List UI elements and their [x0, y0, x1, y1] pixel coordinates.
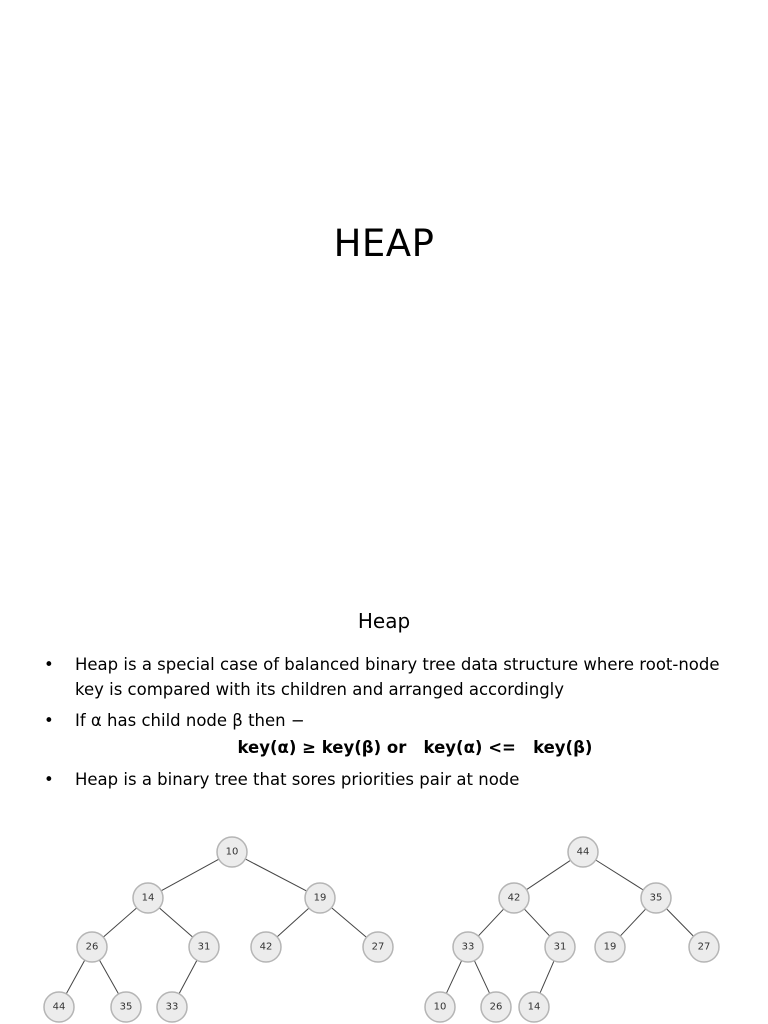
tree-node [595, 932, 625, 962]
bullet-text: Heap is a binary tree that sores priorities pair at node [75, 770, 520, 789]
tree-edge [103, 908, 136, 937]
tree-edge [277, 908, 309, 937]
tree-edge [245, 859, 306, 891]
tree-edge [179, 960, 197, 994]
tree-node-key: 14 [527, 1001, 541, 1013]
tree-node-key: 10 [225, 846, 239, 858]
tree-node [189, 932, 219, 962]
tree-edge [478, 909, 503, 936]
tree-node [425, 992, 455, 1022]
tree-node [157, 992, 187, 1022]
tree-node [568, 837, 598, 867]
tree-node-key: 27 [371, 941, 385, 953]
tree-edge [474, 961, 489, 994]
tree-node [545, 932, 575, 962]
tree-node-key: 19 [603, 941, 617, 953]
tree-node [77, 932, 107, 962]
tree-node-key: 44 [52, 1001, 66, 1013]
tree-node-key: 35 [119, 1001, 133, 1013]
tree-node [305, 883, 335, 913]
tree-node-key: 14 [141, 892, 155, 904]
tree-node-key: 27 [697, 941, 711, 953]
heap-property-formula: key(α) ≥ key(β) or key(α) <= key(β) [237, 738, 593, 757]
tree-node [453, 932, 483, 962]
tree-edge [524, 909, 549, 936]
bullet-marker: • [44, 770, 54, 789]
tree-node [217, 837, 247, 867]
tree-node [363, 932, 393, 962]
tree-node-key: 19 [313, 892, 327, 904]
bullet-item [44, 708, 724, 733]
tree-edge [666, 909, 693, 937]
tree-edge [526, 860, 570, 889]
tree-node-key: 42 [507, 892, 521, 904]
max-heap-tree [425, 837, 719, 1022]
tree-edge [446, 961, 461, 994]
tree-node [111, 992, 141, 1022]
tree-node-key: 31 [553, 941, 567, 953]
tree-node-key: 10 [433, 1001, 447, 1013]
tree-node-key: 31 [197, 941, 211, 953]
tree-edge [159, 908, 192, 937]
tree-node [519, 992, 549, 1022]
bullet-marker: • [44, 711, 54, 730]
bullet-text: If α has child node β then − [75, 711, 305, 730]
min-heap-tree [44, 837, 393, 1022]
slide-title: HEAP [333, 222, 435, 265]
tree-node-key: 44 [576, 846, 590, 858]
tree-node [499, 883, 529, 913]
tree-edge [99, 960, 118, 994]
tree-edge [596, 860, 644, 890]
tree-node-key: 35 [649, 892, 663, 904]
heap-tree-diagrams [0, 820, 768, 1024]
bullet-list [44, 652, 724, 739]
bullet-text: Heap is a special case of balanced binary tree data structure where root-node key is compared with its children and arranged accordingly [75, 655, 720, 699]
tree-node-key: 33 [461, 941, 475, 953]
tree-node [481, 992, 511, 1022]
tree-edge [540, 961, 554, 993]
tree-edge [620, 909, 645, 936]
tree-node-key: 26 [85, 941, 99, 953]
tree-edge [331, 908, 366, 938]
tree-node-key: 42 [259, 941, 273, 953]
bullet-marker: • [44, 655, 54, 674]
tree-edge [66, 960, 85, 994]
tree-node [44, 992, 74, 1022]
tree-node-key: 33 [165, 1001, 179, 1013]
bullet-item [44, 652, 724, 702]
section-heading: Heap [357, 609, 411, 633]
tree-node [251, 932, 281, 962]
tree-node-key: 26 [489, 1001, 503, 1013]
tree-node [641, 883, 671, 913]
tree-node [133, 883, 163, 913]
tree-edge [161, 859, 219, 891]
tree-node [689, 932, 719, 962]
